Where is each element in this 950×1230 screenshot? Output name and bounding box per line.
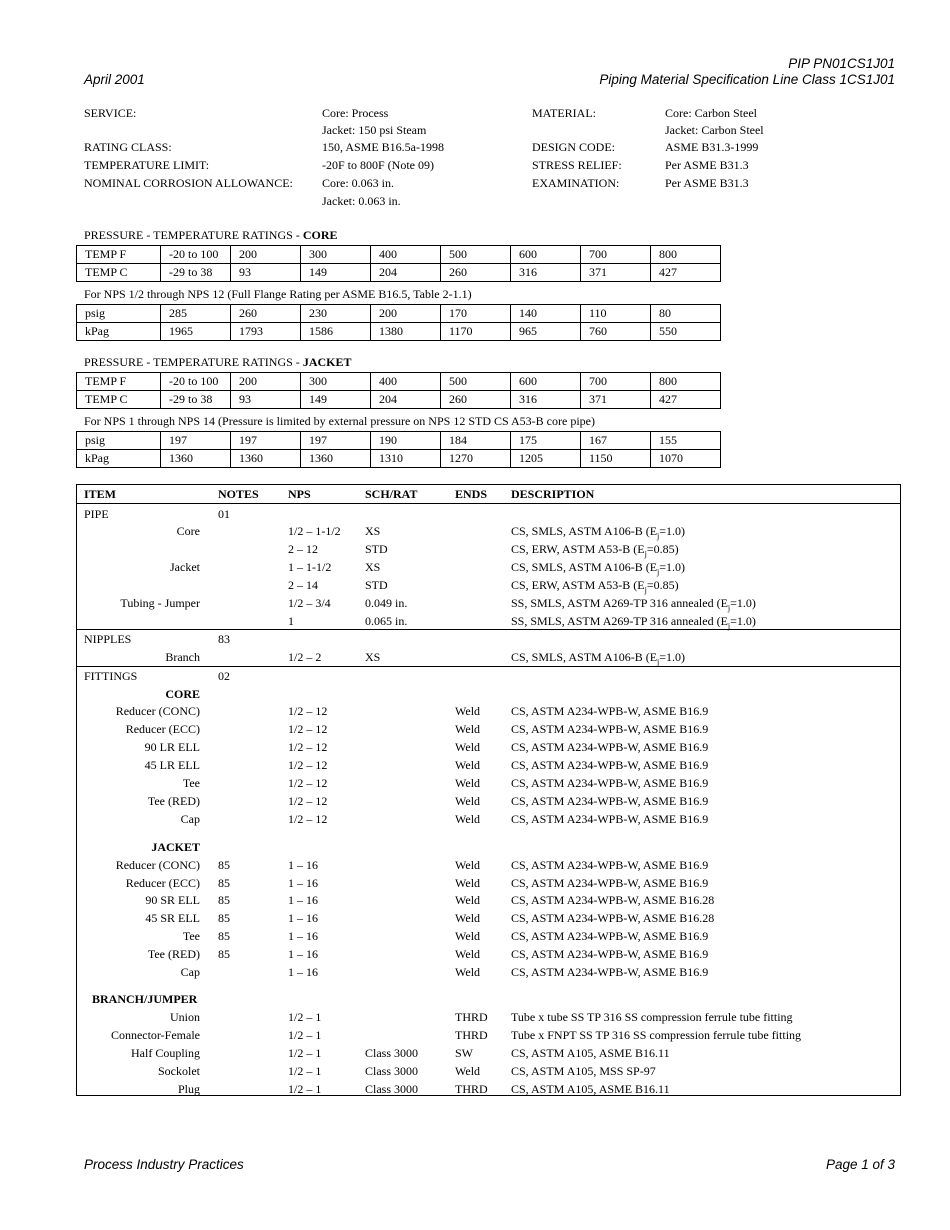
value-cell: 600: [511, 246, 581, 264]
jacket-temp-table: [76, 372, 721, 409]
core-ratings-title-prefix: PRESSURE - TEMPERATURE RATINGS -: [84, 228, 303, 242]
desc-main: CS, ERW, ASTM A53-B (E: [511, 578, 645, 592]
item-name: FITTINGS: [84, 669, 138, 683]
item-sch: 0.065 in.: [365, 614, 408, 628]
item-sch: STD: [365, 578, 388, 592]
value-cell: 700: [581, 373, 651, 391]
table-row: [77, 945, 900, 963]
item-nps: 1 – 16: [288, 947, 318, 961]
item-nps: 1/2 – 12: [288, 758, 328, 772]
item-nps: 1 – 16: [288, 965, 318, 979]
item-desc: Tube x tube SS TP 316 SS compression ferrule tube fitting: [511, 1010, 793, 1024]
value-cell: 1170: [441, 323, 511, 341]
table-row: [77, 630, 900, 648]
group-core: CORE: [165, 687, 200, 701]
value-cell: 190: [371, 432, 441, 450]
header-notes: NOTES: [218, 487, 259, 501]
desc-sub: j: [657, 567, 660, 577]
item-desc: CS, ASTM A234-WPB-W, ASME B16.9: [511, 794, 709, 808]
group-branch: BRANCH/JUMPER: [92, 992, 198, 1006]
desc-sub: j: [657, 657, 660, 667]
jacket-ratings-title-prefix: PRESSURE - TEMPERATURE RATINGS -: [84, 355, 303, 369]
group-heading: [77, 685, 900, 703]
jacket-ratings-title-bold: JACKET: [302, 355, 352, 369]
value-cell: 371: [581, 264, 651, 282]
item-sub: Reducer (ECC): [125, 876, 200, 890]
item-desc: CS, ASTM A234-WPB-W, ASME B16.9: [511, 704, 709, 718]
item-desc: CS, ASTM A234-WPB-W, ASME B16.9: [511, 858, 709, 872]
item-desc: CS, ASTM A234-WPB-W, ASME B16.9: [511, 929, 709, 943]
item-notes: 02: [218, 669, 230, 683]
value-cell: 371: [581, 391, 651, 409]
service-core: Core: Process: [322, 106, 389, 120]
value-cell: 600: [511, 373, 581, 391]
table-row: [77, 810, 900, 828]
item-ends: Weld: [455, 794, 481, 808]
value-cell: 1070: [651, 450, 721, 468]
table-row: [77, 909, 900, 927]
item-sub: Reducer (CONC): [115, 858, 200, 872]
table-row: [77, 774, 900, 792]
value-cell: 760: [581, 323, 651, 341]
desc-main: CS, SMLS, ASTM A106-B (E: [511, 650, 658, 664]
table-row: [77, 1026, 900, 1044]
item-name: NIPPLES: [84, 632, 132, 646]
table-row: [77, 612, 900, 630]
item-ends: Weld: [455, 858, 481, 872]
value-cell: 1150: [581, 450, 651, 468]
value-cell: 1310: [371, 450, 441, 468]
doc-title: Piping Material Specification Line Class 1CS1J01: [599, 72, 895, 87]
table-row: [77, 1044, 900, 1062]
item-notes: 01: [218, 507, 230, 521]
item-desc: CS, ASTM A105, MSS SP-97: [511, 1064, 656, 1078]
table-row: [77, 576, 900, 594]
value-cell: 204: [371, 391, 441, 409]
value-cell: 1360: [231, 450, 301, 468]
item-ends: Weld: [455, 876, 481, 890]
item-sub: 90 LR ELL: [144, 740, 200, 754]
desc-main: SS, SMLS, ASTM A269-TP 316 annealed (E: [511, 614, 728, 628]
items-header-row: [77, 485, 900, 503]
item-nps: 1 – 16: [288, 929, 318, 943]
value-cell: 200: [371, 305, 441, 323]
item-nps: 1/2 – 12: [288, 812, 328, 826]
jacket-ratings-title: [84, 355, 352, 370]
header-item: ITEM: [84, 487, 117, 501]
value-cell: 300: [301, 246, 371, 264]
item-ends: Weld: [455, 929, 481, 943]
table-row: [77, 927, 900, 945]
value-cell: 260: [231, 305, 301, 323]
value-cell: 170: [441, 305, 511, 323]
item-sch: 0.049 in.: [365, 596, 408, 610]
value-cell: 184: [441, 432, 511, 450]
header-nps: NPS: [288, 487, 311, 501]
core-temp-table: [76, 245, 721, 282]
stress-value: Per ASME B31.3: [665, 158, 749, 172]
row-label-cell: TEMP C: [77, 391, 161, 409]
item-ends: Weld: [455, 911, 481, 925]
value-cell: 316: [511, 264, 581, 282]
item-desc: CS, ASTM A234-WPB-W, ASME B16.9: [511, 812, 709, 826]
service-label: SERVICE:: [84, 106, 137, 120]
item-ends: Weld: [455, 758, 481, 772]
value-cell: 300: [301, 373, 371, 391]
item-notes: 85: [218, 858, 230, 872]
item-desc: CS, ASTM A105, ASME B16.11: [511, 1046, 670, 1060]
value-cell: 230: [301, 305, 371, 323]
item-ends: Weld: [455, 965, 481, 979]
core-temp-c-row: [77, 264, 721, 282]
table-row: [77, 1008, 900, 1026]
desc-end: =1.0): [730, 614, 756, 628]
rating-label: RATING CLASS:: [84, 140, 172, 154]
item-sub: Tee (RED): [147, 947, 200, 961]
item-desc: CS, ASTM A234-WPB-W, ASME B16.28: [511, 911, 715, 925]
item-ends: Weld: [455, 740, 481, 754]
value-cell: 1793: [231, 323, 301, 341]
item-sub: Union: [170, 1010, 200, 1024]
table-row: [77, 963, 900, 981]
jacket-ratings-note: For NPS 1 through NPS 14 (Pressure is limited by external pressure on NPS 12 STD CS A53-B core pipe): [84, 414, 595, 428]
header-ends: ENDS: [455, 487, 488, 501]
value-cell: 93: [231, 391, 301, 409]
item-sub: Jacket: [170, 560, 200, 574]
desc-sub: j: [657, 531, 660, 541]
item-sch: STD: [365, 542, 388, 556]
material-core: Core: Carbon Steel: [665, 106, 757, 120]
item-sub: 45 SR ELL: [145, 911, 200, 925]
table-row: [77, 667, 900, 685]
core-temp-f-row: [77, 246, 721, 264]
exam-label: EXAMINATION:: [532, 176, 620, 190]
item-nps: 1/2 – 1-1/2: [288, 524, 341, 538]
header-desc: DESCRIPTION: [511, 487, 595, 501]
value-cell: 1965: [161, 323, 231, 341]
item-notes: 85: [218, 911, 230, 925]
item-desc: CS, ASTM A234-WPB-W, ASME B16.9: [511, 758, 709, 772]
value-cell: -20 to 100: [161, 373, 231, 391]
row-label-cell: TEMP F: [77, 246, 161, 264]
value-cell: 800: [651, 246, 721, 264]
item-nps: 1/2 – 12: [288, 704, 328, 718]
desc-end: =1.0): [659, 560, 686, 574]
desc-main: CS, SMLS, ASTM A106-B (E: [511, 560, 658, 574]
desc-sub: j: [727, 603, 731, 613]
material-jacket: Jacket: Carbon Steel: [665, 123, 764, 137]
rating-value: 150, ASME B16.5a-1998: [322, 140, 445, 154]
table-row: [77, 756, 900, 774]
value-cell: 93: [231, 264, 301, 282]
item-notes: 85: [218, 893, 230, 907]
item-nps: 1 – 16: [288, 893, 318, 907]
value-cell: 197: [161, 432, 231, 450]
item-desc: CS, ASTM A234-WPB-W, ASME B16.9: [511, 776, 709, 790]
desc-main: SS, SMLS, ASTM A269-TP 316 annealed (E: [511, 596, 728, 610]
item-desc: CS, ASTM A234-WPB-W, ASME B16.9: [511, 876, 709, 890]
jacket-psig-row: [77, 432, 721, 450]
item-sub: Cap: [180, 812, 200, 826]
item-ends: Weld: [455, 722, 481, 736]
item-desc: Tube x FNPT SS TP 316 SS compression ferrule tube fitting: [511, 1028, 802, 1042]
value-cell: 700: [581, 246, 651, 264]
item-ends: Weld: [455, 1064, 481, 1078]
group-heading: [77, 990, 900, 1008]
core-pressure-table: [76, 304, 721, 341]
item-nps: 1/2 – 12: [288, 722, 328, 736]
value-cell: 427: [651, 391, 721, 409]
item-nps: 1 – 16: [288, 858, 318, 872]
item-notes: 85: [218, 947, 230, 961]
item-sch: XS: [365, 524, 381, 538]
item-desc: CS, ASTM A105, ASME B16.11: [511, 1082, 670, 1096]
table-row: [77, 702, 900, 720]
item-sub: Half Coupling: [131, 1046, 200, 1060]
desc-sub: j: [644, 585, 647, 595]
value-cell: 197: [301, 432, 371, 450]
value-cell: 1380: [371, 323, 441, 341]
service-jacket: Jacket: 150 psi Steam: [322, 123, 427, 137]
row-label-cell: kPag: [77, 323, 161, 341]
item-sub: Connector-Female: [110, 1028, 200, 1042]
desc-end: =1.0): [659, 650, 686, 664]
value-cell: 175: [511, 432, 581, 450]
item-ends: THRD: [455, 1028, 488, 1042]
item-nps: 1: [288, 614, 294, 628]
item-ends: Weld: [455, 893, 481, 907]
items-table: [76, 484, 901, 1096]
value-cell: 316: [511, 391, 581, 409]
item-sch: XS: [365, 560, 381, 574]
core-psig-row: [77, 305, 721, 323]
value-cell: 1205: [511, 450, 581, 468]
value-cell: -29 to 38: [161, 391, 231, 409]
value-cell: 155: [651, 432, 721, 450]
value-cell: 140: [511, 305, 581, 323]
value-cell: 427: [651, 264, 721, 282]
table-row: [77, 720, 900, 738]
item-ends: Weld: [455, 812, 481, 826]
header-sch: SCH/RAT: [365, 487, 418, 501]
corrosion-label: NOMINAL CORROSION ALLOWANCE:: [84, 176, 293, 190]
table-row: [77, 738, 900, 756]
value-cell: 1360: [301, 450, 371, 468]
value-cell: 285: [161, 305, 231, 323]
item-sub: Reducer (ECC): [125, 722, 200, 736]
item-desc: CS, ASTM A234-WPB-W, ASME B16.28: [511, 893, 715, 907]
group-heading: [77, 838, 900, 856]
item-sub: Tee (RED): [147, 794, 200, 808]
value-cell: 260: [441, 391, 511, 409]
jacket-temp-c-row: [77, 391, 721, 409]
value-cell: 200: [231, 246, 301, 264]
doc-number: PIP PN01CS1J01: [788, 56, 895, 71]
table-row: [77, 1062, 900, 1080]
value-cell: 110: [581, 305, 651, 323]
doc-date: April 2001: [84, 72, 145, 87]
row-label-cell: psig: [77, 432, 161, 450]
table-row: [77, 1080, 900, 1098]
table-row: [77, 891, 900, 909]
item-ends: Weld: [455, 704, 481, 718]
desc-end: =1.0): [730, 596, 756, 610]
item-sch: XS: [365, 650, 381, 664]
item-nps: 2 – 12: [288, 542, 318, 556]
jacket-temp-f-row: [77, 373, 721, 391]
desc-main: CS, SMLS, ASTM A106-B (E: [511, 524, 658, 538]
value-cell: -29 to 38: [161, 264, 231, 282]
item-ends: THRD: [455, 1082, 488, 1096]
item-notes: 83: [218, 632, 230, 646]
table-row: [77, 594, 900, 612]
item-sub: Sockolet: [158, 1064, 200, 1078]
corrosion-jacket: Jacket: 0.063 in.: [322, 194, 401, 208]
desc-end: =1.0): [659, 524, 686, 538]
item-sub: Plug: [177, 1082, 200, 1096]
value-cell: 965: [511, 323, 581, 341]
core-kpag-row: [77, 323, 721, 341]
item-desc: CS, ASTM A234-WPB-W, ASME B16.9: [511, 947, 709, 961]
item-sub: Reducer (CONC): [115, 704, 200, 718]
item-nps: 1/2 – 12: [288, 776, 328, 790]
jacket-pressure-table: [76, 431, 721, 468]
table-row: [77, 540, 900, 558]
item-sub: Tubing - Jumper: [120, 596, 200, 610]
value-cell: 167: [581, 432, 651, 450]
temp-value: -20F to 800F (Note 09): [322, 158, 434, 172]
item-sch: Class 3000: [365, 1064, 419, 1078]
item-ends: Weld: [455, 947, 481, 961]
table-row: [77, 874, 900, 892]
item-ends: Weld: [455, 776, 481, 790]
core-ratings-title-bold: CORE: [302, 228, 338, 242]
value-cell: 800: [651, 373, 721, 391]
stress-label: STRESS RELIEF:: [532, 158, 622, 172]
item-sub: Branch: [165, 650, 200, 664]
corrosion-core: Core: 0.063 in.: [322, 176, 394, 190]
item-nps: 1/2 – 1: [288, 1064, 322, 1078]
value-cell: 149: [301, 264, 371, 282]
table-row: [77, 648, 900, 666]
value-cell: 550: [651, 323, 721, 341]
value-cell: 260: [441, 264, 511, 282]
desc-end: =0.85): [646, 542, 679, 556]
item-nps: 1/2 – 1: [288, 1082, 322, 1096]
design-value: ASME B31.3-1999: [665, 140, 759, 154]
core-ratings-title: [84, 228, 337, 243]
value-cell: 197: [231, 432, 301, 450]
value-cell: 1360: [161, 450, 231, 468]
item-nps: 1/2 – 1: [288, 1010, 322, 1024]
item-nps: 1/2 – 2: [288, 650, 322, 664]
row-label-cell: kPag: [77, 450, 161, 468]
exam-value: Per ASME B31.3: [665, 176, 749, 190]
item-nps: 1/2 – 12: [288, 740, 328, 754]
desc-sub: j: [727, 621, 731, 631]
item-notes: 85: [218, 876, 230, 890]
value-cell: 400: [371, 246, 441, 264]
item-notes: 85: [218, 929, 230, 943]
item-nps: 1 – 1-1/2: [288, 560, 332, 574]
table-row: [77, 558, 900, 576]
item-nps: 1/2 – 3/4: [288, 596, 331, 610]
footer-left: Process Industry Practices: [84, 1157, 244, 1172]
value-cell: 149: [301, 391, 371, 409]
value-cell: 204: [371, 264, 441, 282]
core-ratings-note: For NPS 1/2 through NPS 12 (Full Flange Rating per ASME B16.5, Table 2-1.1): [84, 287, 472, 301]
item-nps: 2 – 14: [288, 578, 318, 592]
value-cell: 500: [441, 246, 511, 264]
material-label: MATERIAL:: [532, 106, 596, 120]
item-sch: Class 3000: [365, 1082, 419, 1096]
value-cell: 1270: [441, 450, 511, 468]
item-ends: THRD: [455, 1010, 488, 1024]
table-row: [77, 522, 900, 540]
divider: [77, 503, 900, 504]
footer-right: Page 1 of 3: [825, 1157, 895, 1172]
item-nps: 1/2 – 12: [288, 794, 328, 808]
row-label-cell: TEMP F: [77, 373, 161, 391]
item-sub: Core: [176, 524, 200, 538]
item-nps: 1 – 16: [288, 911, 318, 925]
item-ends: SW: [455, 1046, 473, 1060]
value-cell: 200: [231, 373, 301, 391]
temp-label: TEMPERATURE LIMIT:: [84, 158, 210, 172]
item-sub: 45 LR ELL: [144, 758, 200, 772]
desc-main: CS, ERW, ASTM A53-B (E: [511, 542, 645, 556]
group-jacket: JACKET: [151, 840, 200, 854]
item-nps: 1/2 – 1: [288, 1046, 322, 1060]
item-sub: Tee: [182, 776, 200, 790]
value-cell: 400: [371, 373, 441, 391]
item-desc: CS, ASTM A234-WPB-W, ASME B16.9: [511, 722, 709, 736]
item-name: PIPE: [84, 507, 109, 521]
item-sch: Class 3000: [365, 1046, 419, 1060]
item-desc: CS, ASTM A234-WPB-W, ASME B16.9: [511, 740, 709, 754]
table-row: [77, 505, 900, 523]
jacket-kpag-row: [77, 450, 721, 468]
desc-sub: j: [644, 549, 647, 559]
desc-end: =0.85): [646, 578, 679, 592]
table-row: [77, 792, 900, 810]
item-desc: CS, ASTM A234-WPB-W, ASME B16.9: [511, 965, 709, 979]
value-cell: 500: [441, 373, 511, 391]
item-sub: Tee: [182, 929, 200, 943]
row-label-cell: psig: [77, 305, 161, 323]
item-sub: 90 SR ELL: [145, 893, 200, 907]
item-nps: 1/2 – 1: [288, 1028, 322, 1042]
value-cell: 80: [651, 305, 721, 323]
item-nps: 1 – 16: [288, 876, 318, 890]
item-sub: Cap: [180, 965, 200, 979]
design-label: DESIGN CODE:: [532, 140, 615, 154]
row-label-cell: TEMP C: [77, 264, 161, 282]
value-cell: -20 to 100: [161, 246, 231, 264]
value-cell: 1586: [301, 323, 371, 341]
table-row: [77, 856, 900, 874]
